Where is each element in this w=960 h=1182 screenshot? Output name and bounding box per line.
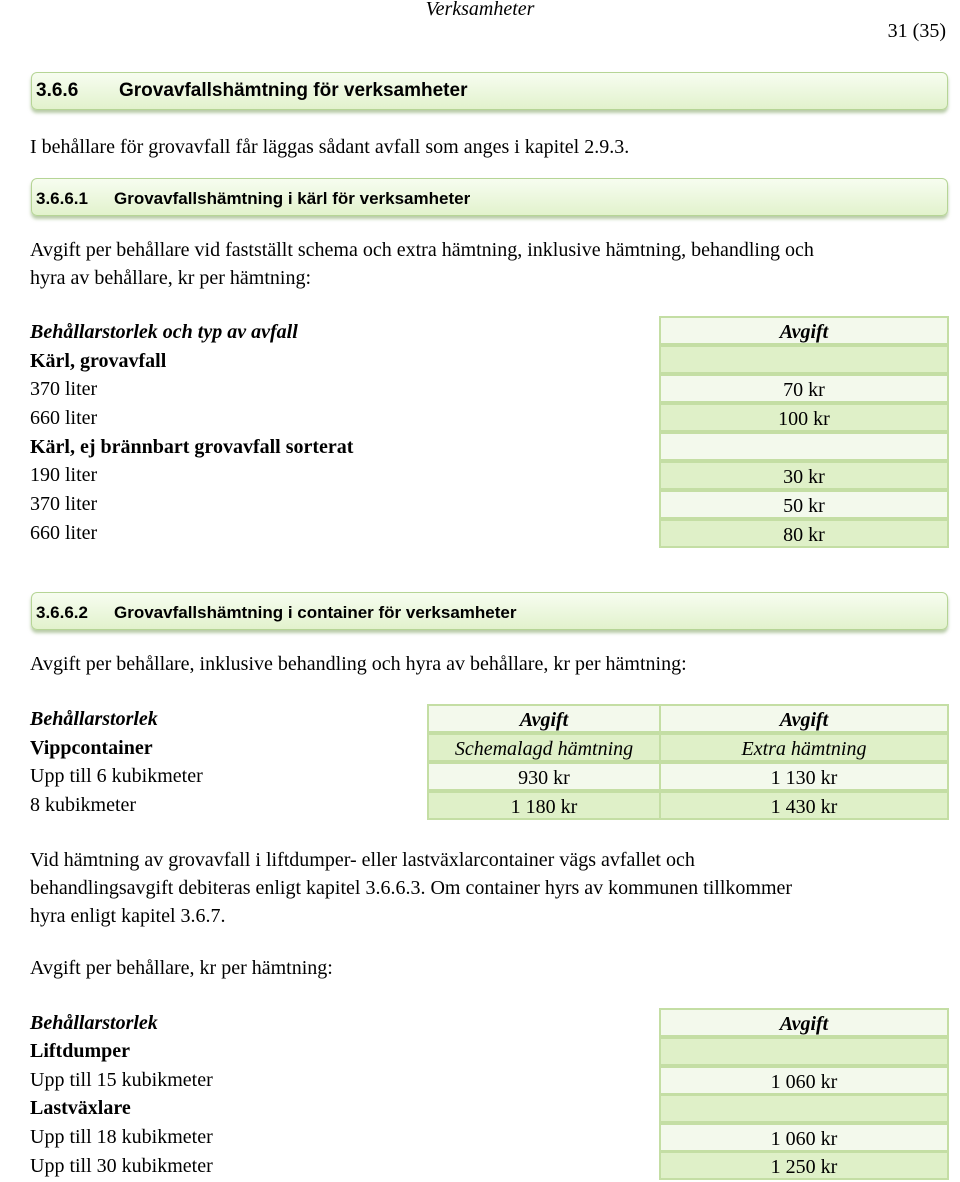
section-heading-3-6-6-1: [31, 178, 948, 216]
table-row-value: [659, 1037, 949, 1066]
table-row-label: Lastväxlare: [30, 1097, 131, 1119]
section-intro: I behållare för grovavfall får läggas sådant avfall som anges i kapitel 2.9.3.: [30, 136, 630, 158]
table-row-value: [659, 432, 949, 461]
table-row-value: 1 250 kr: [659, 1151, 949, 1180]
section-title: Grovavfallshämtning för verksamheter: [119, 80, 468, 101]
table-header-label: Behållarstorlek: [30, 1012, 158, 1034]
table-row-label: Upp till 6 kubikmeter: [30, 765, 203, 787]
section-description: Avgift per behållare, kr per hämtning:: [30, 957, 333, 979]
table-row-value: 1 130 kr: [659, 762, 949, 791]
section-number: 3.6.6: [36, 80, 79, 101]
table-row-label: Upp till 15 kubikmeter: [30, 1069, 213, 1091]
table-header-label: Behållarstorlek: [30, 708, 158, 730]
section-title: Grovavfallshämtning i kärl för verksamheter: [114, 189, 471, 208]
table-subheader-scheduled: Schemalagd hämtning: [427, 733, 661, 762]
section-number: 3.6.6.2: [36, 603, 88, 622]
table-row-value: [659, 345, 949, 374]
section-heading-3-6-6: [31, 72, 948, 110]
table-row-label: 8 kubikmeter: [30, 794, 137, 816]
table-row-label: Kärl, ej brännbart grovavfall sorterat: [30, 436, 354, 458]
table-row-value: 1 060 kr: [659, 1066, 949, 1095]
table-row-value: 30 kr: [659, 461, 949, 490]
table-row-value: 1 430 kr: [659, 791, 949, 820]
table-row-value: 930 kr: [427, 762, 661, 791]
table-row-value: 100 kr: [659, 403, 949, 432]
table-row-value: 1 060 kr: [659, 1123, 949, 1152]
table-row-value: 50 kr: [659, 490, 949, 519]
table-header-fee: Avgift: [427, 704, 661, 733]
page-header-title: Verksamheter: [425, 0, 535, 20]
weighing-note: [30, 846, 792, 930]
table-subheader-label: Vippcontainer: [30, 737, 153, 759]
table-row-value: 80 kr: [659, 519, 949, 548]
table-row-label: 660 liter: [30, 407, 98, 429]
section-title: Grovavfallshämtning i container för verksamheter: [114, 603, 517, 622]
section-heading-3-6-6-2: [31, 592, 948, 630]
table-row-value: [659, 1094, 949, 1123]
description-line: hyra av behållare, kr per hämtning:: [30, 267, 311, 289]
table-row-label: 660 liter: [30, 522, 98, 544]
note-line: Vid hämtning av grovavfall i liftdumper- eller lastväxlarcontainer vägs avfallet och: [30, 849, 695, 871]
table-row-label: 370 liter: [30, 378, 98, 400]
table-header-label: Behållarstorlek och typ av avfall: [30, 321, 298, 343]
table-header-fee: Avgift: [659, 316, 949, 345]
section-description: Avgift per behållare, inklusive behandling och hyra av behållare, kr per hämtning:: [30, 653, 687, 675]
note-line: hyra enligt kapitel 3.6.7.: [30, 905, 226, 927]
description-line: Avgift per behållare vid fastställt schema och extra hämtning, inklusive hämtning, behandling och: [30, 239, 814, 261]
table-row-label: Liftdumper: [30, 1040, 130, 1062]
section-number: 3.6.6.1: [36, 189, 88, 208]
table-header-fee: Avgift: [659, 704, 949, 733]
table-row-label: Upp till 18 kubikmeter: [30, 1126, 213, 1148]
table-row-label: 190 liter: [30, 464, 98, 486]
table-row-label: Upp till 30 kubikmeter: [30, 1155, 213, 1177]
table-row-value: 1 180 kr: [427, 791, 661, 820]
table-row-label: Kärl, grovavfall: [30, 350, 167, 372]
page-number: 31 (35): [887, 20, 946, 42]
table-row-label: 370 liter: [30, 493, 98, 515]
note-line: behandlingsavgift debiteras enligt kapitel 3.6.6.3. Om container hyrs av kommunen tillkommer: [30, 877, 793, 899]
table-header-fee: Avgift: [659, 1008, 949, 1037]
table-subheader-extra: Extra hämtning: [659, 733, 949, 762]
section-description: [30, 236, 814, 292]
table-row-value: 70 kr: [659, 374, 949, 403]
